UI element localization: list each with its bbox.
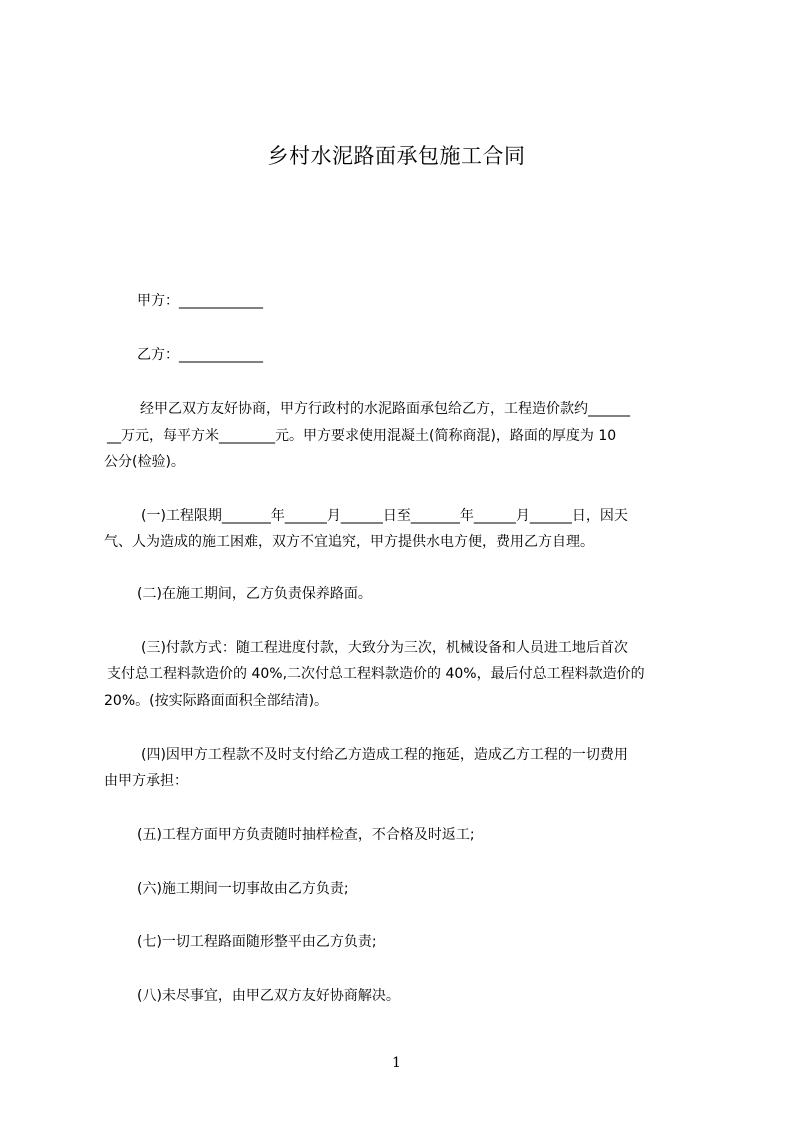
clause-1-line-2: 气、人为造成的施工困难，双方不宜追究，甲方提供水电方便，费用乙方自理。 bbox=[104, 534, 594, 550]
clause-4-line-1: (四)因甲方工程款不及时支付给乙方造成工程的拖延，造成乙方工程的一切费用 bbox=[141, 747, 628, 763]
clause-7: (七)一切工程路面随形整平由乙方负责; bbox=[137, 934, 377, 950]
document-title: 乡村水泥路面承包施工合同 bbox=[267, 144, 526, 168]
clause-4-line-2: 由甲方承担： bbox=[104, 773, 188, 789]
party-a-line: 甲方：____________ bbox=[137, 293, 263, 309]
clause-1-line-1: (一)工程限期_______年______月______日至_______年______月______日，因天 bbox=[141, 508, 628, 524]
intro-line-3: 公分(检验)。 bbox=[104, 454, 185, 470]
intro-line-2: __万元，每平方米________元。甲方要求使用混凝土(简称商混)，路面的厚度为 10 bbox=[107, 428, 617, 444]
intro-line-1: 经甲乙双方友好协商，甲方行政村的水泥路面承包给乙方，工程造价款约______ bbox=[140, 401, 630, 417]
clause-3-line-2: 支付总工程料款造价的 40%,二次付总工程料款造价的 40%，最后付总工程料款造价的 bbox=[107, 666, 645, 682]
clause-8: (八)未尽事宜，由甲乙双方友好协商解决。 bbox=[137, 988, 400, 1004]
clause-6: (六)施工期间一切事故由乙方负责; bbox=[137, 881, 349, 897]
clause-5: (五)工程方面甲方负责随时抽样检查，不合格及时返工; bbox=[137, 827, 475, 843]
page-number: 1 bbox=[392, 1055, 401, 1071]
clause-3-line-1: (三)付款方式：随工程进度付款，大致分为三次，机械设备和人员进工地后首次 bbox=[141, 640, 628, 656]
party-b-line: 乙方：____________ bbox=[137, 347, 263, 363]
clause-2: (二)在施工期间，乙方负责保养路面。 bbox=[137, 586, 372, 602]
clause-3-line-3: 20%。(按实际路面面积全部结清)。 bbox=[104, 693, 329, 709]
